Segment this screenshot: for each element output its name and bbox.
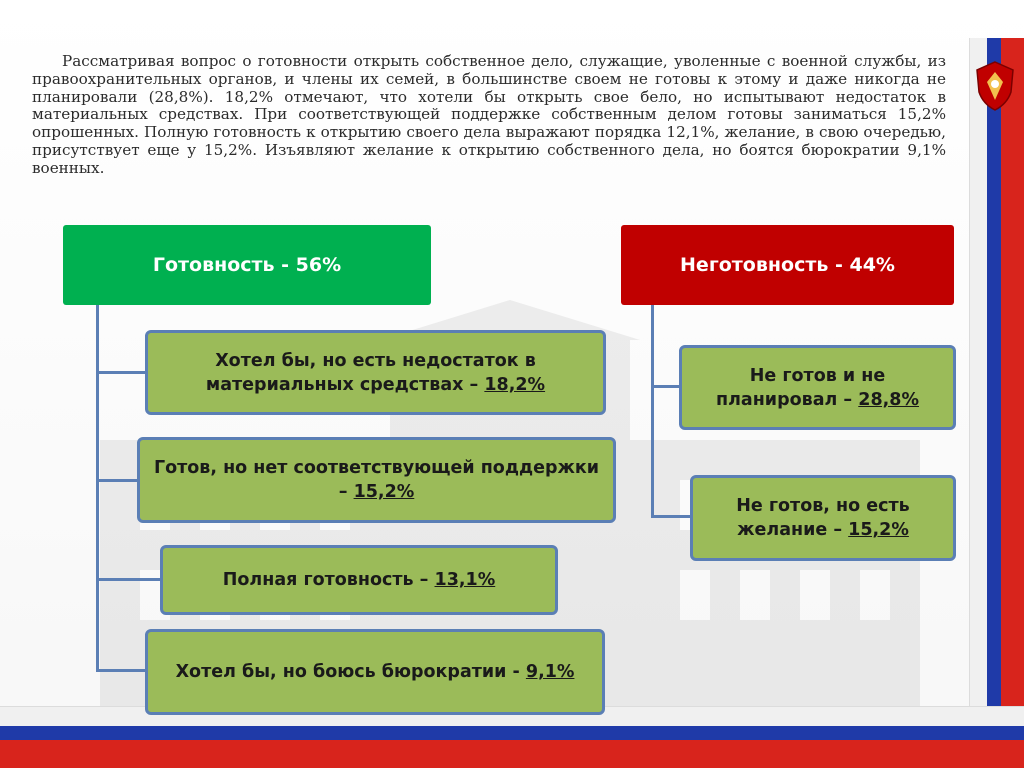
item-text: Готов, но нет соответствующей поддержки – bbox=[153, 458, 600, 502]
item-percent: 15,2% bbox=[353, 482, 415, 502]
item-percent: 28,8% bbox=[858, 389, 919, 410]
item-percent: 15,2% bbox=[848, 520, 909, 540]
item-percent: 13,1% bbox=[434, 570, 496, 590]
not-ready-item-never-planned bbox=[679, 345, 956, 430]
flag-stripe-blue-horizontal bbox=[0, 726, 1024, 740]
not-ready-connector-trunk bbox=[651, 305, 654, 518]
item-percent: 18,2% bbox=[484, 374, 546, 395]
not-ready-connector-branch-2 bbox=[651, 515, 691, 518]
item-text: Не готов и не планировал – bbox=[716, 365, 886, 410]
flag-stripe-red-vertical bbox=[1001, 38, 1024, 738]
item-text: Хотел бы, но есть недостаток в материальных средствах – bbox=[205, 350, 536, 395]
ready-item-full-readiness bbox=[160, 545, 558, 615]
ready-connector-trunk bbox=[96, 305, 99, 672]
flag-stripe-blue-vertical bbox=[987, 38, 1001, 738]
ready-item-material-shortage bbox=[145, 330, 606, 415]
ready-connector-branch-1 bbox=[96, 371, 146, 374]
flag-stripe-white-vertical bbox=[969, 38, 988, 738]
item-text: Хотел бы, но боюсь бюрократии - bbox=[175, 662, 526, 682]
ready-connector-branch-2 bbox=[96, 479, 138, 482]
not-ready-connector-branch-1 bbox=[651, 385, 680, 388]
ready-connector-branch-4 bbox=[96, 669, 146, 672]
not-ready-item-has-desire bbox=[690, 475, 956, 561]
item-text: Полная готовность – bbox=[222, 570, 435, 590]
ready-header-title: Готовность - 56% bbox=[152, 254, 342, 276]
ready-header bbox=[63, 225, 431, 305]
not-ready-header bbox=[621, 225, 954, 305]
not-ready-header-title: Неготовность - 44% bbox=[680, 254, 895, 276]
item-percent: 9,1% bbox=[525, 662, 575, 682]
ready-connector-branch-3 bbox=[96, 578, 160, 581]
intro-paragraph: Рассматривая вопрос о готовности открыть собственное дело, служащие, уволенные с военной службы, из правоохранительных органов, и члены их семей, в большинстве своем не готовы к этому и даже никогда не планировали (28,8%). 18,2% отмечают, что хотели бы открыть свое бело, но испытывают недостаток в материальных средствах. При соответствующей поддержке собственным делом готовы заниматься 15,2% опрошенных. Полную готовность к открытию своего дела выражают порядка 12,1%, желание, в свою очередью, присутствует еще у 15,2%. Изъявляют желание к открытию собственного дела, но боятся бюрократии 9,1% военных. bbox=[32, 52, 946, 177]
item-text: Не готов, но есть желание – bbox=[736, 496, 910, 540]
ready-item-no-support bbox=[137, 437, 616, 523]
ready-item-bureaucracy-fear bbox=[145, 629, 605, 715]
flag-stripe-red-horizontal bbox=[0, 740, 1024, 768]
emblem-icon bbox=[967, 58, 1023, 114]
